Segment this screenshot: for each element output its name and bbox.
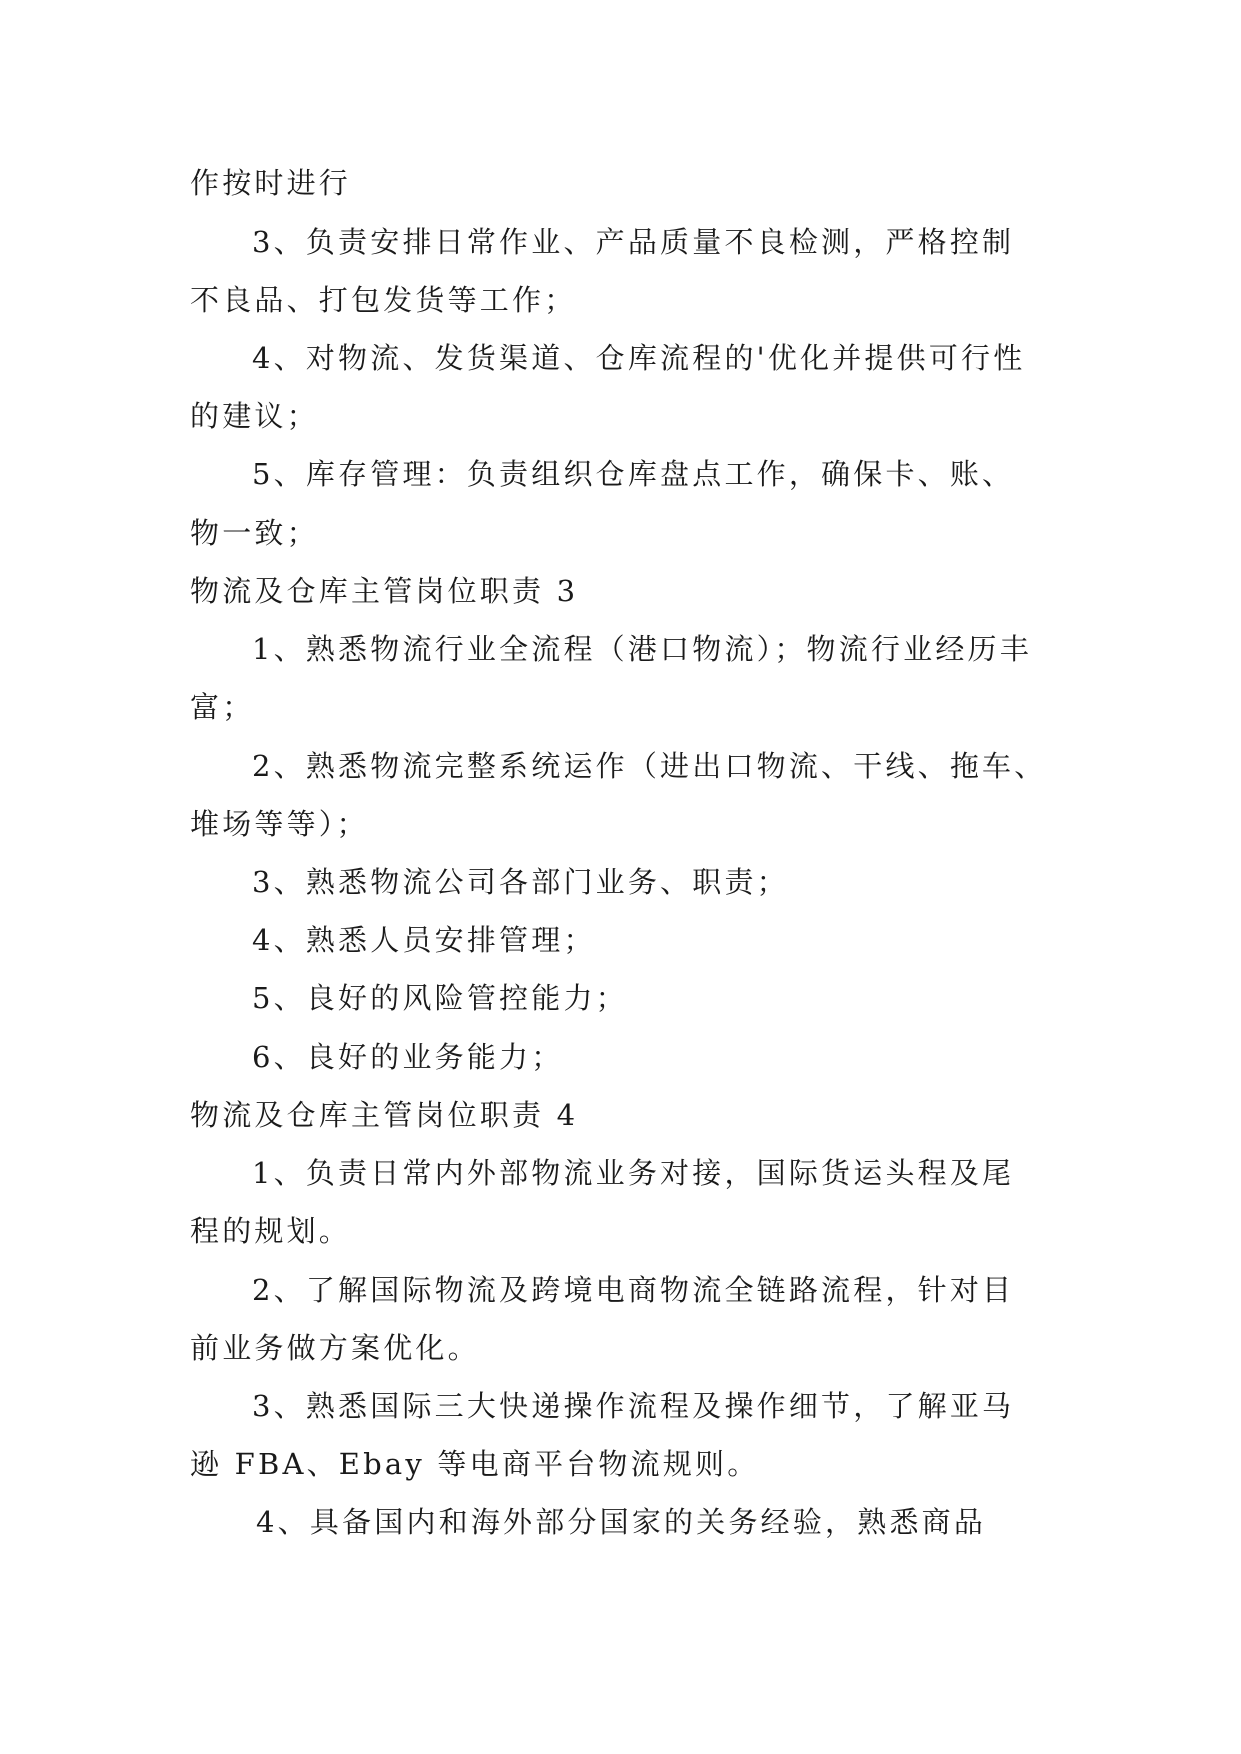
section-heading: 物流及仓库主管岗位职责 3 [190,574,579,608]
text-line: 物一致； [190,516,319,550]
text-line: 堆场等等）； [190,807,369,841]
list-item: 4、熟悉人员安排管理； [252,923,596,957]
list-item: 2、了解国际物流及跨境电商物流全链路流程，针对目 [252,1273,1015,1307]
list-item: 3、熟悉物流公司各部门业务、职责； [252,865,789,899]
list-item: 2、熟悉物流完整系统运作（进出口物流、干线、拖车、 [252,749,1047,783]
list-item: 3、负责安排日常作业、产品质量不良检测，严格控制 [252,225,1015,259]
text-line: 不良品、打包发货等工作； [190,283,577,317]
list-item: 5、良好的风险管控能力； [252,981,628,1015]
text-line: 富； [190,690,255,724]
section-heading: 物流及仓库主管岗位职责 4 [190,1098,579,1132]
text-line: 程的规划。 [190,1214,352,1248]
list-item: 4、对物流、发货渠道、仓库流程的'优化并提供可行性 [252,341,1026,375]
list-item: 1、熟悉物流行业全流程（港口物流）；物流行业经历丰 [252,632,1032,666]
list-item: 4、具备国内和海外部分国家的关务经验，熟悉商品 [256,1505,987,1539]
text-line: 作按时进行 [190,166,352,200]
text-line: 的建议； [190,399,319,433]
text-line: 前业务做方案优化。 [190,1331,480,1365]
list-item: 5、库存管理：负责组织仓库盘点工作，确保卡、账、 [252,457,1015,491]
list-item: 3、熟悉国际三大快递操作流程及操作细节，了解亚马 [252,1389,1015,1423]
list-item: 6、良好的业务能力； [252,1040,564,1074]
list-item: 1、负责日常内外部物流业务对接，国际货运头程及尾 [252,1156,1015,1190]
text-line: 逊 FBA、Ebay 等电商平台物流规则。 [190,1447,760,1481]
